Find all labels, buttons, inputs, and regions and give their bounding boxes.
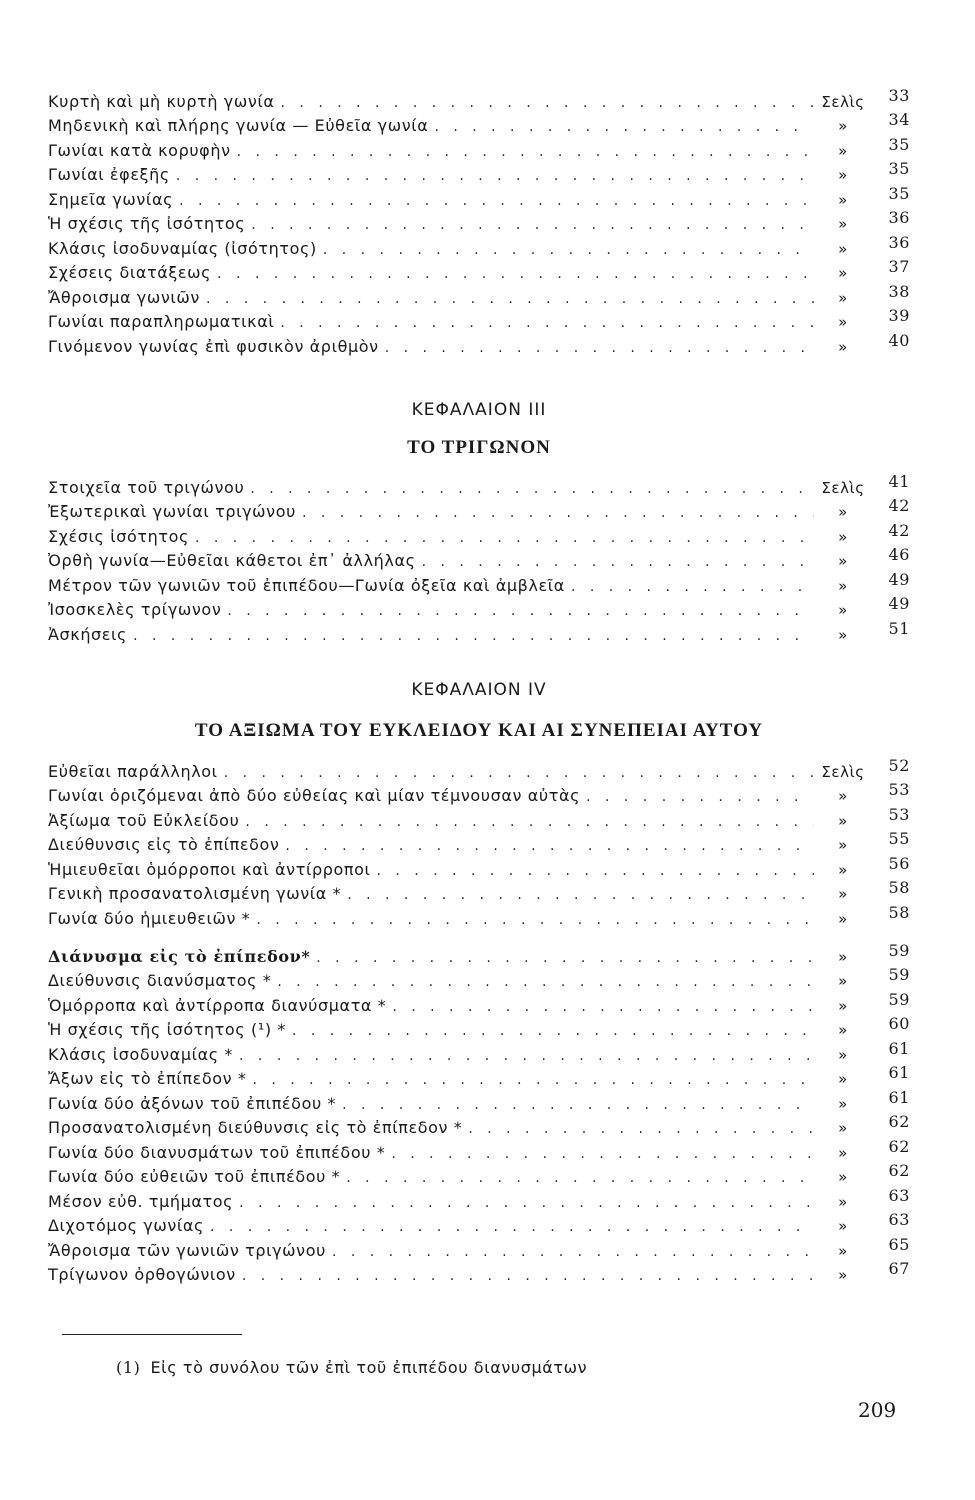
toc-entry xyxy=(48,497,910,522)
toc-entry-page-label: » xyxy=(838,972,848,990)
toc-entry-page-label: » xyxy=(838,885,848,903)
toc-entry-page-label: » xyxy=(838,601,848,619)
toc-entry-page-label: » xyxy=(838,1045,848,1064)
dot-leader xyxy=(176,168,814,184)
toc-entry-page-label: » xyxy=(838,1094,848,1113)
toc-entry xyxy=(48,990,910,1015)
toc-entry-title: Γωνίαι κατὰ κορυφὴν xyxy=(48,140,231,160)
toc-entry-page-label: » xyxy=(838,552,848,570)
toc-entry-page-label: » xyxy=(838,625,848,644)
toc-entry-page-number: 58 xyxy=(888,878,910,897)
toc-entry-title: Μέσον εὐθ. τμήματος xyxy=(48,1191,234,1211)
toc-entry xyxy=(48,805,910,830)
toc-section-1 xyxy=(48,86,910,356)
toc-entry-title: Ἡ σχέσις τῆς ἰσότητος (¹) * xyxy=(48,1020,286,1039)
toc-entry-page-number: 49 xyxy=(888,594,910,613)
footnote-text: Εἰς τὸ συνόλου τῶν ἐπὶ τοῦ ἐπιπέδου διανυσμάτων xyxy=(150,1358,588,1377)
toc-entry xyxy=(48,1137,910,1162)
dot-leader xyxy=(468,1121,814,1137)
toc-entry-title: Γωνία δύο ἀξόνων τοῦ ἐπιπέδου * xyxy=(48,1093,337,1113)
toc-entry-page-label: » xyxy=(838,1217,848,1235)
toc-entry xyxy=(48,595,910,620)
toc-entry-page-label: » xyxy=(838,1021,848,1039)
toc-entry-page-number: 62 xyxy=(888,1161,910,1180)
dot-leader xyxy=(252,1072,814,1088)
toc-entry-title: Γωνίαι ὁριζόμεναι ἀπὸ δύο εὐθείας καὶ μίαν τέμνουσαν αὐτὰς xyxy=(48,786,581,805)
toc-entry-title: Ὀρθὴ γωνία—Εὐθεῖαι κάθετοι ἐπ᾽ ἀλλήλας xyxy=(48,551,416,570)
toc-entry-title: Σημεῖα γωνίας xyxy=(48,189,174,209)
dot-leader xyxy=(245,814,814,830)
dot-leader xyxy=(239,1048,814,1064)
toc-entry xyxy=(48,546,910,571)
toc-section-3 xyxy=(48,756,910,928)
toc-entry-page-number: 46 xyxy=(888,545,910,564)
toc-entry-page-number: 63 xyxy=(888,1210,910,1229)
toc-entry-page-label: » xyxy=(838,166,848,184)
toc-entry xyxy=(48,209,910,234)
toc-entry xyxy=(48,307,910,332)
chapter-3-label: ΚΕΦΑΛΑΙΟΝ III xyxy=(411,400,547,420)
toc-entry-page-label: » xyxy=(838,1119,848,1137)
toc-entry xyxy=(48,1064,910,1089)
toc-entry xyxy=(48,111,910,136)
dot-leader xyxy=(206,291,814,307)
dot-leader xyxy=(250,481,814,497)
toc-entry-page-label: Σελὶς xyxy=(821,762,865,781)
footnote-marker: (1) xyxy=(116,1358,141,1377)
toc-entry-page-number: 34 xyxy=(888,110,910,129)
toc-entry xyxy=(48,233,910,258)
toc-entry-page-number: 42 xyxy=(888,496,910,515)
toc-entry-page-number: 63 xyxy=(888,1185,910,1205)
toc-entry xyxy=(48,879,910,904)
dot-leader xyxy=(210,1219,814,1235)
dot-leader xyxy=(342,1097,814,1113)
toc-entry-title: Ἐξωτερικαὶ γωνίαι τριγώνου xyxy=(48,502,296,521)
toc-entry xyxy=(48,570,910,595)
toc-entry-title: Ἄθροισμα γωνιῶν xyxy=(48,287,200,307)
toc-entry-page-number: 40 xyxy=(888,330,910,350)
dot-leader xyxy=(422,554,814,570)
toc-entry-page-label: » xyxy=(838,1192,848,1211)
toc-entry-page-number: 58 xyxy=(888,902,910,922)
toc-entry-page-number: 62 xyxy=(888,1112,910,1131)
toc-entry-page-number: 36 xyxy=(888,208,910,227)
toc-entry-page-label: » xyxy=(838,1168,848,1186)
toc-entry xyxy=(48,86,910,111)
toc-entry-page-label: » xyxy=(838,787,848,805)
toc-entry-page-label: » xyxy=(838,337,848,356)
toc-entry xyxy=(48,1211,910,1236)
toc-entry-page-number: 55 xyxy=(888,829,910,848)
toc-entry-title: Κυρτὴ καὶ μὴ κυρτὴ γωνία xyxy=(48,91,275,111)
toc-entry xyxy=(48,854,910,879)
toc-entry-page-label: » xyxy=(838,117,848,135)
dot-leader xyxy=(239,1195,814,1211)
toc-entry-page-number: 41 xyxy=(888,471,910,491)
toc-entry-page-number: 61 xyxy=(888,1063,910,1082)
toc-entry-title: Κλάσις ἰσοδυναμίας (ἰσότητος) xyxy=(48,238,317,258)
toc-entry-title: Ἀσκήσεις xyxy=(48,624,128,644)
dot-leader xyxy=(346,1170,814,1186)
dot-leader xyxy=(316,950,814,966)
dot-leader xyxy=(332,1244,814,1260)
toc-entry-title: Προσανατολισμένη διεύθυνσις εἰς τὸ ἐπίπεδον * xyxy=(48,1118,463,1137)
toc-entry-page-number: 53 xyxy=(888,804,910,824)
toc-entry-page-label: » xyxy=(838,996,848,1015)
toc-entry-page-number: 35 xyxy=(888,134,910,154)
footnote xyxy=(116,1358,587,1377)
dot-leader xyxy=(392,999,814,1015)
toc-entry-page-label: Σελὶς xyxy=(821,478,865,497)
dot-leader xyxy=(217,266,814,282)
dot-leader xyxy=(277,974,814,990)
dot-leader xyxy=(251,217,814,233)
toc-entry xyxy=(48,966,910,991)
toc-entry-page-label: » xyxy=(838,860,848,879)
toc-entry-page-number: 62 xyxy=(888,1136,910,1156)
toc-entry xyxy=(48,184,910,209)
toc-entry-page-number: 60 xyxy=(888,1014,910,1033)
toc-entry-title: Ἡ σχέσις τῆς ἰσότητος xyxy=(48,214,246,233)
toc-entry-page-label: » xyxy=(838,190,848,209)
toc-entry-title: Κλάσις ἰσοδυναμίας * xyxy=(48,1044,234,1064)
toc-entry-page-label: » xyxy=(838,909,848,928)
toc-entry xyxy=(48,331,910,356)
toc-entry-title: Ἀξίωμα τοῦ Εὐκλείδου xyxy=(48,810,240,830)
chapter-3-title: ΤΟ ΤΡΙΓΩΝΟΝ xyxy=(407,437,551,458)
toc-entry-page-label: » xyxy=(838,947,848,966)
toc-entry xyxy=(48,521,910,546)
toc-entry xyxy=(48,756,910,781)
dot-leader xyxy=(227,603,814,619)
toc-entry xyxy=(48,258,910,283)
dot-leader xyxy=(292,1023,814,1039)
toc-entry-page-number: 38 xyxy=(888,281,910,301)
dot-leader xyxy=(256,912,814,928)
toc-entry-title: Γωνία δύο ἡμιευθειῶν * xyxy=(48,908,251,928)
toc-entry xyxy=(48,135,910,160)
toc-entry-title: Ἄθροισμα τῶν γωνιῶν τριγώνου xyxy=(48,1240,326,1260)
toc-entry-title: Γωνίαι παραπληρωματικαὶ xyxy=(48,312,275,331)
toc-entry-page-label: » xyxy=(838,811,848,830)
toc-entry-page-label: » xyxy=(838,527,848,546)
dot-leader xyxy=(242,1268,814,1284)
dot-leader xyxy=(133,628,814,644)
chapter-4-title: ΤΟ ΑΞΙΩΜΑ ΤΟΥ ΕΥΚΛΕΙΔΟΥ ΚΑΙ ΑΙ ΣΥΝΕΠΕΙΑΙ ΑΥΤΟΥ xyxy=(194,720,764,741)
toc-entry-page-number: 42 xyxy=(888,520,910,540)
toc-entry-page-label: » xyxy=(838,1143,848,1162)
toc-entry xyxy=(48,1186,910,1211)
dot-leader xyxy=(571,579,814,595)
toc-entry xyxy=(48,472,910,497)
toc-entry-title: Ὁμόρροπα καὶ ἀντίρροπα διανύσματα * xyxy=(48,995,387,1015)
dot-leader xyxy=(385,340,814,356)
chapter-4-label: ΚΕΦΑΛΑΙΟΝ IV xyxy=(411,680,547,700)
toc-entry-page-number: 37 xyxy=(888,257,910,276)
toc-entry xyxy=(48,830,910,855)
dot-leader xyxy=(281,95,814,111)
dot-leader xyxy=(391,1146,814,1162)
toc-entry xyxy=(48,941,910,966)
dot-leader xyxy=(323,242,814,258)
toc-entry-page-number: 33 xyxy=(888,85,910,105)
toc-entry-page-label: » xyxy=(838,313,848,331)
toc-entry-page-number: 52 xyxy=(888,755,910,775)
toc-entry-page-number: 59 xyxy=(888,989,910,1009)
toc-entry xyxy=(48,1088,910,1113)
toc-entry-page-number: 56 xyxy=(888,853,910,873)
toc-entry-title: Διχοτόμος γωνίας xyxy=(48,1216,205,1235)
toc-entry-page-number: 53 xyxy=(888,780,910,799)
toc-entry-page-number: 36 xyxy=(888,232,910,252)
toc-entry-page-label: » xyxy=(838,503,848,521)
toc-entry-page-label: » xyxy=(838,1266,848,1284)
dot-leader xyxy=(285,838,814,854)
toc-section-2 xyxy=(48,472,910,644)
toc-entry-page-number: 61 xyxy=(888,1038,910,1058)
toc-entry-title: Γινόμενον γωνίας ἐπὶ φυσικὸν ἀριθμὸν xyxy=(48,336,379,356)
dot-leader xyxy=(280,315,814,331)
dot-leader xyxy=(237,144,814,160)
footnote-rule xyxy=(62,1334,242,1335)
toc-entry-page-number: 59 xyxy=(888,940,910,960)
toc-entry-title: Γωνίαι ἐφεξῆς xyxy=(48,165,170,184)
toc-entry xyxy=(48,619,910,644)
toc-entry xyxy=(48,282,910,307)
toc-entry-page-number: 51 xyxy=(888,618,910,638)
toc-entry-title: Τρίγωνον ὀρθογώνιον xyxy=(48,1265,236,1284)
toc-entry-page-number: 67 xyxy=(888,1259,910,1278)
toc-entry-title: Γωνία δύο διανυσμάτων τοῦ ἐπιπέδου * xyxy=(48,1142,386,1162)
toc-entry-page-number: 65 xyxy=(888,1234,910,1254)
toc-entry-page-label: » xyxy=(838,141,848,160)
toc-entry-title: Εὐθεῖαι παράλληλοι xyxy=(48,761,218,781)
dot-leader xyxy=(377,863,815,879)
toc-entry-title: Διάνυσμα εἰς τὸ ἐπίπεδον* xyxy=(48,946,311,966)
toc-entry xyxy=(48,1039,910,1064)
toc-entry-title: Ἡμιευθεῖαι ὁμόρροποι καὶ ἀντίρροποι xyxy=(48,859,371,879)
toc-entry-title: Διεύθυνσις εἰς τὸ ἐπίπεδον xyxy=(48,835,280,854)
toc-entry xyxy=(48,1235,910,1260)
dot-leader xyxy=(586,789,814,805)
toc-entry-page-label: Σελὶς xyxy=(821,92,865,111)
toc-entry-title: Σχέσεις διατάξεως xyxy=(48,263,212,282)
dot-leader xyxy=(302,505,814,521)
toc-entry-page-label: » xyxy=(838,239,848,258)
toc-entry-title: Στοιχεῖα τοῦ τριγώνου xyxy=(48,477,245,497)
toc-entry-page-label: » xyxy=(838,215,848,233)
toc-entry-page-label: » xyxy=(838,264,848,282)
page-number: 209 xyxy=(858,1398,897,1422)
dot-leader xyxy=(195,530,814,546)
dot-leader xyxy=(224,765,814,781)
dot-leader xyxy=(179,193,814,209)
toc-entry-page-label: » xyxy=(838,288,848,307)
toc-entry xyxy=(48,1113,910,1138)
toc-entry xyxy=(48,1260,910,1285)
toc-entry-page-label: » xyxy=(838,576,848,595)
toc-entry-title: Ἰσοσκελὲς τρίγωνον xyxy=(48,600,222,619)
toc-section-4 xyxy=(48,941,910,1284)
toc-entry xyxy=(48,1162,910,1187)
toc-entry-page-number: 61 xyxy=(888,1087,910,1107)
toc-entry xyxy=(48,781,910,806)
toc-entry xyxy=(48,903,910,928)
toc-entry-page-number: 35 xyxy=(888,183,910,203)
toc-entry xyxy=(48,1015,910,1040)
toc-entry-title: Ἄξων εἰς τὸ ἐπίπεδον * xyxy=(48,1069,247,1088)
toc-entry-page-label: » xyxy=(838,1241,848,1260)
toc-entry-title: Γενικὴ προσανατολισμένη γωνία * xyxy=(48,884,342,903)
dot-leader xyxy=(434,119,814,135)
toc-entry-title: Γωνία δύο εὐθειῶν τοῦ ἐπιπέδου * xyxy=(48,1167,341,1186)
dot-leader xyxy=(347,887,814,903)
toc-entry-title: Διεύθυνσις διανύσματος * xyxy=(48,971,272,990)
toc-entry-page-number: 59 xyxy=(888,965,910,984)
toc-entry-page-number: 49 xyxy=(888,569,910,589)
toc-entry-title: Μηδενικὴ καὶ πλήρης γωνία — Εὐθεῖα γωνία xyxy=(48,116,429,135)
toc-entry xyxy=(48,160,910,185)
toc-entry-page-label: » xyxy=(838,836,848,854)
toc-entry-title: Σχέσις ἰσότητος xyxy=(48,526,189,546)
toc-entry-title: Μέτρον τῶν γωνιῶν τοῦ ἐπιπέδου—Γωνία ὀξεῖα καὶ ἀμβλεῖα xyxy=(48,575,565,595)
toc-entry-page-label: » xyxy=(838,1070,848,1088)
toc-entry-page-number: 39 xyxy=(888,306,910,325)
toc-entry-page-number: 35 xyxy=(888,159,910,178)
